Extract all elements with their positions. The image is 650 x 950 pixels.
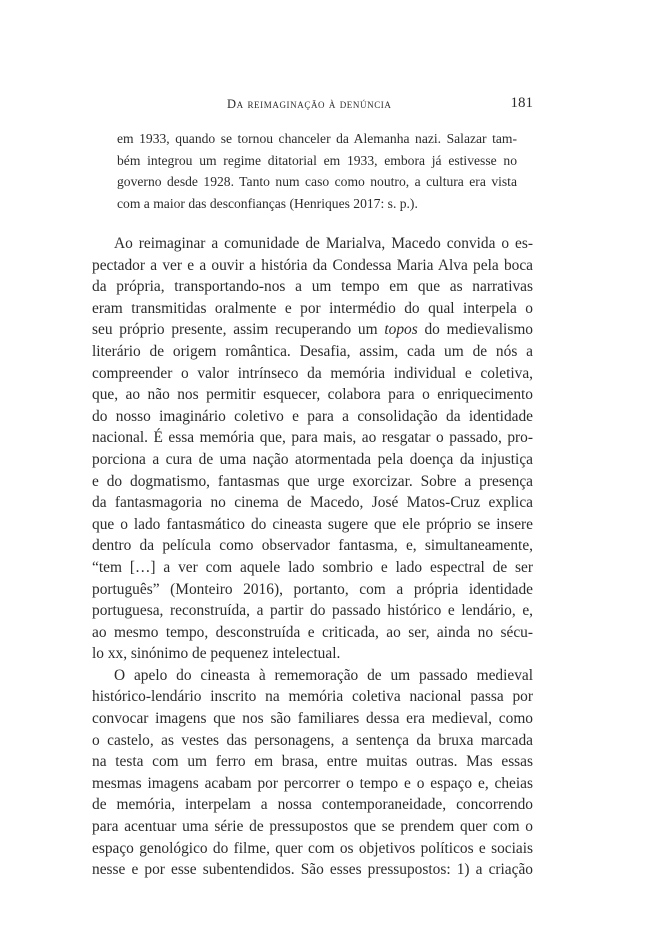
text-line: que o lado fantasmático do cineasta sugere que ele próprio se insere [92, 515, 533, 533]
text-line: nesse e por esse subentendidos. São esses pressupostos: 1) a criação [92, 861, 533, 879]
text-line: histórico-lendário inscrito na memória coletiva nacional passa por [92, 688, 533, 706]
page-number: 181 [510, 95, 533, 111]
text-line: dentro da película como observador fantasma, e, simultaneamente, [92, 537, 533, 555]
italic-term: topos [384, 321, 418, 339]
text-line: ao mesmo tempo, desconstruída e criticada, ao ser, ainda no sécu- [92, 623, 533, 641]
paragraph-1 [92, 233, 533, 665]
text-line: da fantasmagoria no cinema de Macedo, José Matos-Cruz explica [92, 494, 533, 512]
text-line: portuguesa, reconstruída, a partir do passado histórico e lendário, e, [92, 602, 533, 620]
text-fragment: do medievalismo [417, 321, 533, 339]
text-line: da própria, transportando-nos a um tempo em que as narrativas [92, 278, 533, 296]
text-line: literário de origem romântica. Desafia, assim, cada um de nós a [92, 342, 533, 360]
paragraph-2 [92, 665, 533, 881]
text-line: espaço genológico do filme, quer com os objetivos políticos e sociais [92, 839, 533, 857]
text-line: Ao reimaginar a comunidade de Marialva, Macedo convida o es- [114, 235, 533, 252]
text-line: na testa com um ferro em brasa, entre muitas outras. Mas essas [92, 753, 533, 771]
text-line: de memória, interpelam a nossa contemporaneidade, concorrendo [92, 796, 533, 814]
text-line: o castelo, as vestes das personagens, a sentença da bruxa marcada [92, 731, 533, 749]
text-line [92, 319, 533, 341]
text-line: pectador a ver e a ouvir a história da Condessa Maria Alva pela boca [92, 256, 533, 274]
text-line: português” (Monteiro 2016), portanto, com a própria identidade [92, 580, 533, 598]
running-title: Da reimaginação à denúncia [227, 97, 392, 111]
body-text [92, 233, 533, 881]
text-line: nacional. É essa memória que, para mais, ao resgatar o passado, pro- [92, 429, 533, 447]
quote-line: bém integrou um regime ditatorial em 1933, embora já estivesse no [117, 152, 517, 168]
text-line: do nosso imaginário coletivo e para a consolidação da identidade [92, 407, 533, 425]
text-line: compreender o valor intrínseco da memória individual e coletiva, [92, 364, 533, 382]
quote-line: com a maior das desconfianças (Henriques 2017: s. p.). [117, 195, 418, 211]
text-line: eram transmitidas oralmente e por intermédio do qual interpela o [92, 299, 533, 317]
text-line: lo xx, sinónimo de pequenez intelectual. [92, 645, 341, 663]
quote-line: em 1933, quando se tornou chanceler da Alemanha nazi. Salazar tam- [117, 131, 517, 146]
text-line: “tem […] a ver com aquele lado sombrio e lado espectral de ser [92, 558, 533, 576]
block-quote [117, 129, 517, 215]
text-line: mesmas imagens acabam por percorrer o tempo e o espaço e, cheias [92, 774, 533, 792]
running-head [117, 97, 533, 117]
text-line: para acentuar uma série de pressupostos que se prendem quer com o [92, 818, 533, 836]
text-line: porciona a cura de uma nação atormentada pela doença da injustiça [92, 450, 533, 468]
quote-line: governo desde 1928. Tanto num caso como noutro, a cultura era vista [117, 174, 517, 190]
text-line: convocar imagens que nos são familiares dessa era medieval, como [92, 710, 533, 728]
text-fragment: seu próprio presente, assim recuperando um [92, 321, 385, 339]
text-line: e do dogmatismo, fantasmas que urge exorcizar. Sobre a presença [92, 472, 533, 490]
text-line: que, ao não nos permitir esquecer, colabora para o enriquecimento [92, 386, 533, 404]
text-line: O apelo do cineasta à rememoração de um passado medieval [114, 666, 533, 684]
